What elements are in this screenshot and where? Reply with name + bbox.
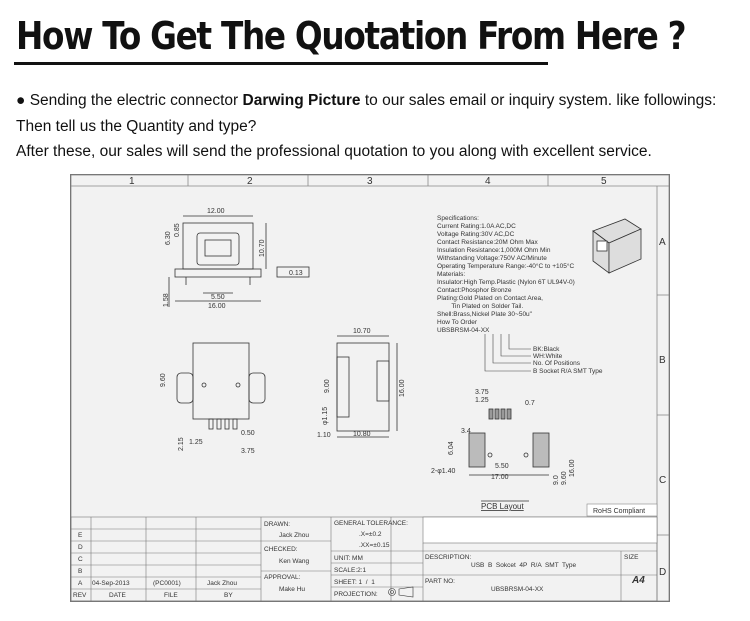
size-label: SIZE [624,554,639,561]
dim: 16.00 [399,379,406,397]
side-view [337,336,397,437]
rev-by: Jack Zhou [207,580,237,587]
spec-line: Contact Resistance:20M Ohm Max [437,239,538,246]
spec-line: Insulator:High Temp.Plastic (Nylon 6T UL94V-0) [437,279,575,286]
intro-line-3: After these, our sales will send the professional quotation to you along with excellent service. [16,143,652,160]
spec-line: Contact:Phosphor Bronze [437,287,512,294]
drawing-sheet [70,174,670,602]
dim: 0.7 [525,400,535,407]
dim: 2.15 [178,437,185,451]
row-letter: C [659,475,667,486]
rohs-label: RoHS Compliant [593,508,646,515]
rev-row: D [78,544,83,551]
dim: 12.00 [207,208,225,215]
projection-icon [389,587,414,597]
title-block [71,517,657,601]
sheet: SHEET: 1 / 1 [334,579,375,586]
bottom-view [177,343,265,429]
tolerance-1: .X=±0.2 [359,531,382,538]
spec-line: UBSBRSM-04-XX [437,327,490,334]
intro-line-1 [16,92,716,110]
col-number: 5 [601,176,607,187]
connector-drawing [71,175,669,601]
approval-label: APPROVAL: [264,574,301,581]
spec-line: Plating:Gold Plated on Contact Area, [437,295,543,302]
part-label: PART NO: [425,578,455,585]
rev-date: 04-Sep-2013 [92,580,130,587]
row-letter: D [659,567,667,578]
dim: 9.00 [324,379,331,393]
dim: 10.70 [353,328,371,335]
dim: 3.75 [241,448,255,455]
dim: 6.04 [448,441,455,455]
title-underline [14,62,548,65]
spec-line: How To Order [437,319,477,326]
projection: PROJECTION: [334,591,378,598]
order-option: No. Of Positions [533,360,580,367]
dim: 1.25 [189,439,203,446]
col-number: 3 [367,176,373,187]
spec-line: Withstanding Voltage:750V AC/Minute [437,255,547,262]
rev-header: BY [224,592,233,599]
dim: 9.60 [160,373,167,387]
intro-prefix: Sending the electric connector [29,92,239,109]
dim: 3.4 [461,428,471,435]
spec-line: Shell:Brass,Nickel Plate 30~50u" [437,311,532,318]
row-letter: B [659,355,666,366]
dim: 1.25 [475,397,489,404]
dim: 17.00 [491,474,509,481]
rev-header: FILE [164,592,178,599]
intro-line-2: Then tell us the Quantity and type? [16,118,257,135]
unit: UNIT: MM [334,555,363,562]
dim: 0.50 [241,430,255,437]
connector-3d-icon [593,219,641,273]
rev-header: REV [73,592,87,599]
scale: SCALE:2:1 [334,567,367,574]
front-view [169,216,309,307]
tolerance-label: GENERAL TOLERANCE: [334,520,408,527]
col-number: 4 [485,176,491,187]
specifications [437,215,603,375]
bullet: ● [16,92,26,109]
checked-by: Ken Wang [279,558,310,565]
dim: φ1.15 [322,406,329,425]
order-option: WH:White [533,353,563,360]
rev-row: C [78,556,83,563]
col-number: 1 [129,176,135,187]
intro-suffix: to our sales email or inquiry system. like followings: [364,92,717,109]
spec-line: Tin Plated on Solder Tail. [437,303,524,310]
order-option: BK:Black [533,346,560,353]
dim: 16.00 [208,303,226,310]
rev-row: B [78,568,83,575]
order-option: B Socket R/A SMT Type [533,368,603,375]
dim: 3.75 [475,389,489,396]
rev-file: (PC0001) [153,580,181,587]
col-number: 2 [247,176,253,187]
spec-line: Specifications: [437,215,479,222]
tolerance-2: .XX=±0.15 [359,542,390,549]
part-number: UBSBRSM-04-XX [491,586,544,593]
approved-by: Make Hu [279,586,306,593]
size: A4 [632,575,645,586]
spec-line: Operating Temperature Range:-40°C to +105°C [437,263,575,270]
intro-bold: Darwing Picture [242,92,361,109]
dim: 2-φ1.40 [431,468,456,475]
spec-line: Insulation Resistance:1,000M Ohm Min [437,247,551,254]
dim: 0.85 [174,223,181,237]
spec-line: Materials: [437,271,466,278]
rev-row: E [78,532,83,539]
order-leaders [485,334,531,371]
spec-line: Current Rating:1.0A AC,DC [437,223,516,230]
description: USB B Sokcet 4P R/A SMT Type [471,562,577,569]
dim: 5.50 [495,463,509,470]
spec-line: Voltage Rating:30V AC,DC [437,231,515,238]
dim: 1.58 [163,293,170,307]
rev-header: DATE [109,592,126,599]
drawn-label: DRAWN: [264,521,291,528]
dim: 1.10 [317,432,331,439]
drawn-by: Jack Zhou [279,532,309,539]
dim: 16.00 [569,459,576,477]
dim: 5.50 [211,294,225,301]
dim: 6.30 [165,231,172,245]
rev-row: A [78,580,83,587]
dim: 10.70 [259,239,266,257]
pcb-layout [469,409,549,501]
dim: 9.0 [553,475,560,485]
pcb-layout-label: PCB Layout [481,502,524,511]
page-title: How To Get The Quotation From Here ? [16,14,686,58]
checked-label: CHECKED: [264,546,298,553]
dim: 9.60 [561,471,568,485]
row-letter: A [659,237,666,248]
dim: 10.80 [353,431,371,438]
description-label: DESCRIPTION: [425,554,472,561]
dim: 0.13 [289,270,303,277]
